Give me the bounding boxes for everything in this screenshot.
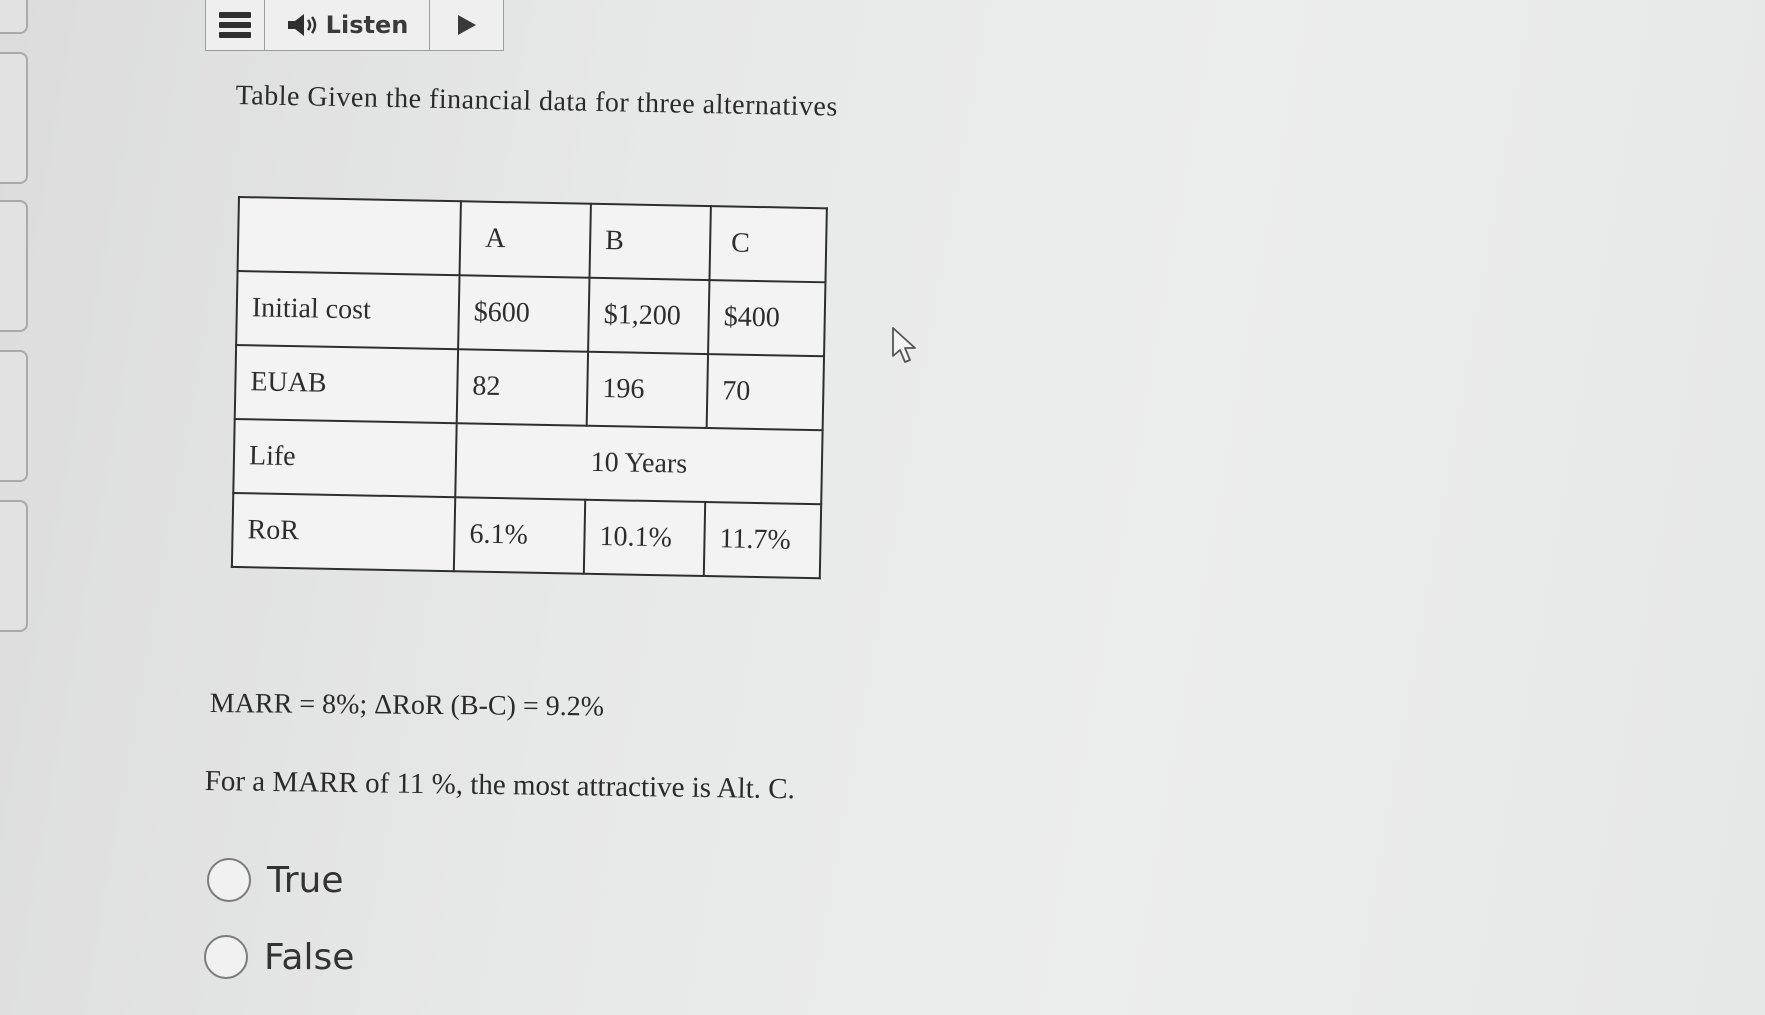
table-header-cell — [238, 197, 461, 275]
row-label: Life — [233, 419, 456, 497]
table-cell: 6.1% — [454, 497, 585, 573]
table-cell: 196 — [587, 352, 708, 428]
table-row — [236, 271, 825, 356]
table-span-cell: 10 Years — [455, 423, 822, 504]
side-panel-tab — [0, 52, 28, 184]
listen-label: Listen — [325, 11, 409, 39]
table-cell: 82 — [457, 349, 588, 425]
financial-data-table — [231, 196, 828, 579]
menu-button[interactable] — [206, 0, 265, 50]
option-label: True — [267, 859, 344, 901]
play-button[interactable] — [430, 0, 503, 50]
question-title: Table Given the financial data for three alternatives — [235, 80, 839, 123]
play-icon — [456, 13, 478, 37]
option-true[interactable] — [207, 858, 343, 902]
side-panel-tab — [0, 350, 28, 482]
table-header-cell: B — [589, 204, 710, 280]
table-cell: $400 — [708, 280, 825, 356]
table-row — [233, 419, 822, 504]
radio-button[interactable] — [207, 858, 251, 902]
financial-data-table-wrapper — [231, 196, 828, 579]
speaker-icon — [286, 12, 320, 38]
option-false[interactable] — [204, 935, 354, 979]
listen-button[interactable] — [265, 0, 430, 50]
table-cell: 70 — [707, 354, 824, 430]
radio-button[interactable] — [204, 935, 248, 979]
side-panel-tab — [0, 500, 28, 632]
table-row — [232, 493, 821, 578]
hamburger-menu-icon — [219, 12, 251, 38]
row-label: RoR — [232, 493, 455, 571]
table-row — [235, 345, 824, 430]
table-cell: 10.1% — [584, 500, 705, 576]
table-header-row — [238, 197, 827, 282]
row-label: Initial cost — [236, 271, 459, 349]
side-panel-tab — [0, 200, 28, 332]
row-label: EUAB — [235, 345, 458, 423]
table-cell: 11.7% — [704, 502, 821, 578]
reader-toolbar — [205, 0, 504, 51]
option-label: False — [264, 936, 355, 978]
table-header-cell: A — [460, 201, 591, 277]
question-statement: For a MARR of 11 %, the most attractive is Alt. C. — [204, 765, 796, 806]
table-header-cell: C — [709, 206, 826, 282]
table-cell: $600 — [458, 275, 589, 351]
side-panel-tab — [0, 0, 28, 34]
table-cell: $1,200 — [588, 278, 709, 354]
marr-formula: MARR = 8%; ΔRoR (B-C) = 9.2% — [209, 688, 605, 723]
mouse-pointer-icon — [890, 326, 920, 366]
